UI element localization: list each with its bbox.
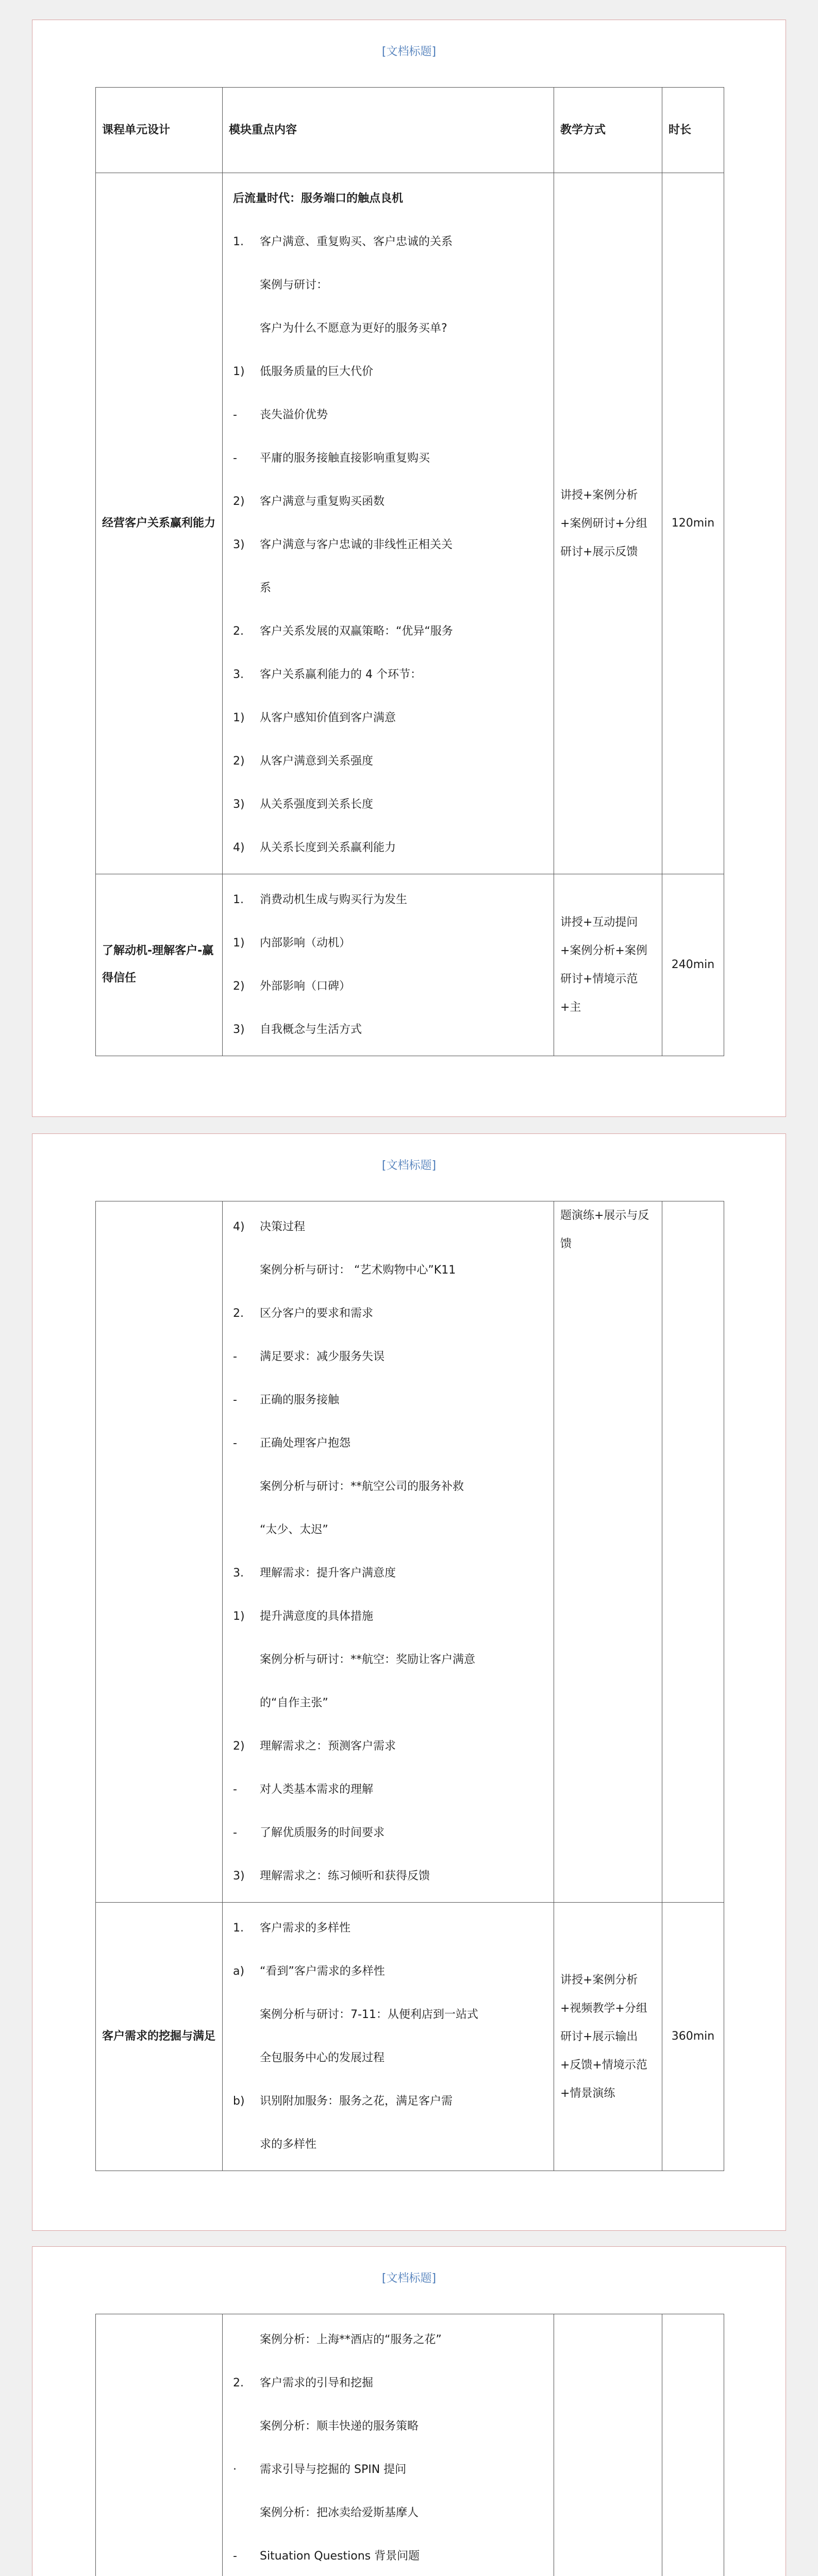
content-line — [229, 1855, 547, 1898]
line-text: 客户关系发展的双赢策略：“优异“服务 — [260, 625, 453, 638]
course-table — [95, 2314, 724, 2576]
content-line — [229, 1379, 547, 1422]
page-3 — [32, 2246, 786, 2576]
line-text: 案例分析与研讨：**航空：奖励让客户满意 — [260, 1653, 476, 1666]
list-marker: 3. — [233, 668, 244, 681]
unit-cell: 客户需求的挖掘与满足 — [96, 1903, 223, 2171]
content-line — [229, 1682, 547, 1725]
content-line — [229, 1768, 547, 1811]
line-text: 正确的服务接触 — [260, 1394, 340, 1406]
document-title: [文档标题] — [381, 1159, 437, 1172]
content-cell — [223, 1903, 554, 2171]
list-marker: - — [233, 1826, 237, 1839]
list-marker: 3) — [233, 1023, 245, 1036]
list-marker: 3) — [233, 538, 245, 551]
content-line — [229, 1993, 547, 2037]
line-text: 了解优质服务的时间要求 — [260, 1826, 385, 1839]
list-marker: 1. — [233, 1922, 244, 1935]
list-marker: 1) — [233, 365, 245, 378]
content-line — [229, 2492, 547, 2535]
line-text: 客户需求的引导和挖掘 — [260, 2377, 374, 2389]
content-line — [229, 2123, 547, 2166]
method-cell: 讲授+案例分析+案例研讨+分组研讨+展示反馈 — [554, 173, 662, 874]
content-line — [229, 1206, 547, 1249]
duration-cell: 240min — [662, 874, 724, 1056]
list-marker: 1) — [233, 937, 245, 950]
line-text: 全包服务中心的发展过程 — [260, 2052, 385, 2064]
list-marker: 1) — [233, 1610, 245, 1623]
content-line — [229, 610, 547, 653]
table-row — [96, 1201, 724, 1903]
content-line — [229, 177, 547, 221]
line-text: 正确处理客户抱怨 — [260, 1437, 351, 1450]
list-marker: - — [233, 1394, 237, 1406]
content-line — [229, 1335, 547, 1379]
list-marker: 1. — [233, 235, 244, 248]
line-text: 从客户感知价值到客户满意 — [260, 711, 396, 724]
header-method: 教学方式 — [554, 88, 662, 173]
content-line — [229, 1595, 547, 1638]
content-line — [229, 2535, 547, 2576]
line-text: 内部影响（动机） — [260, 937, 351, 950]
content-line — [229, 1249, 547, 1292]
list-marker: 2. — [233, 625, 244, 638]
line-text: 从关系长度到关系赢利能力 — [260, 841, 396, 854]
content-line — [229, 1292, 547, 1335]
content-line — [229, 1509, 547, 1552]
content-line — [229, 697, 547, 740]
content-line — [229, 1422, 547, 1465]
content-cell — [223, 2314, 554, 2576]
line-text: 后流量时代：服务端口的触点良机 — [233, 192, 404, 205]
list-marker: 3) — [233, 1870, 245, 1883]
list-marker: 2. — [233, 2377, 244, 2389]
line-text: 案例分析：上海**酒店的“服务之花” — [260, 2333, 442, 2346]
list-marker: - — [233, 2550, 237, 2563]
table-row — [96, 874, 724, 1056]
content-line — [229, 2037, 547, 2080]
line-text: 的“自作主张” — [260, 1697, 328, 1709]
line-text: 识别附加服务：服务之花，满足客户需 — [260, 2095, 453, 2108]
content-line — [229, 826, 547, 870]
line-text: 客户满意、重复购买、客户忠诚的关系 — [260, 235, 453, 248]
content-line — [229, 394, 547, 437]
line-text: “看到”客户需求的多样性 — [260, 1965, 385, 1978]
content-line — [229, 264, 547, 307]
line-text: 理解需求之：预测客户需求 — [260, 1740, 396, 1753]
content-line — [229, 1725, 547, 1768]
content-line — [229, 2362, 547, 2405]
line-text: 案例分析与研讨：**航空公司的服务补救 — [260, 1480, 464, 1493]
table-row — [96, 1903, 724, 2171]
line-text: 需求引导与挖掘的 SPIN 提问 — [260, 2463, 407, 2476]
line-text: 求的多样性 — [260, 2138, 317, 2151]
line-text: 案例分析：顺丰快递的服务策略 — [260, 2420, 419, 2433]
content-line — [229, 783, 547, 826]
line-text: 客户为什么不愿意为更好的服务买单? — [260, 322, 447, 335]
line-text: 外部影响（口碑） — [260, 980, 351, 993]
content-line — [229, 1552, 547, 1595]
list-marker: 2) — [233, 980, 245, 993]
content-line — [229, 965, 547, 1008]
list-marker: 3) — [233, 798, 245, 811]
list-marker: - — [233, 1437, 237, 1450]
content-line — [229, 1811, 547, 1855]
unit-cell — [96, 2314, 223, 2576]
content-line — [229, 2405, 547, 2448]
list-marker: 2. — [233, 1307, 244, 1320]
line-text: 系 — [260, 582, 272, 595]
unit-cell — [96, 1201, 223, 1903]
duration-cell — [662, 2314, 724, 2576]
content-line — [229, 740, 547, 783]
content-cell — [223, 173, 554, 874]
line-text: 决策过程 — [260, 1221, 306, 1233]
list-marker: 2) — [233, 755, 245, 768]
content-line — [229, 878, 547, 922]
page-2 — [32, 1133, 786, 2231]
list-marker: · — [233, 2463, 237, 2476]
line-text: 客户满意与客户忠诚的非线性正相关关 — [260, 538, 453, 551]
line-text: 自我概念与生活方式 — [260, 1023, 362, 1036]
line-text: 区分客户的要求和需求 — [260, 1307, 374, 1320]
line-text: Situation Questions 背景问题 — [260, 2550, 420, 2563]
unit-cell: 了解动机-理解客户-赢得信任 — [96, 874, 223, 1056]
line-text: 理解需求之：练习倾听和获得反馈 — [260, 1870, 430, 1883]
line-text: 满足要求：减少服务失误 — [260, 1350, 385, 1363]
content-line — [229, 350, 547, 394]
table-row — [96, 2314, 724, 2576]
line-text: 案例分析与研讨：7-11：从便利店到一站式 — [260, 2008, 478, 2021]
header-content: 模块重点内容 — [223, 88, 554, 173]
line-text: 消费动机生成与购买行为发生 — [260, 893, 408, 906]
method-cell: 题演练+展示与反馈 — [554, 1201, 662, 1903]
line-text: 对人类基本需求的理解 — [260, 1783, 374, 1796]
content-line — [229, 307, 547, 350]
content-line — [229, 653, 547, 697]
line-text: 案例分析与研讨： “艺术购物中心”K11 — [260, 1264, 456, 1277]
line-text: “太少、太迟” — [260, 1523, 328, 1536]
content-line — [229, 1907, 547, 1950]
list-marker: 4) — [233, 841, 245, 854]
line-text: 低服务质量的巨大代价 — [260, 365, 374, 378]
line-text: 客户关系赢利能力的 4 个环节： — [260, 668, 422, 681]
duration-cell: 120min — [662, 173, 724, 874]
list-marker: 2) — [233, 1740, 245, 1753]
content-line — [229, 2448, 547, 2492]
content-line — [229, 1950, 547, 1993]
line-text: 从客户满意到关系强度 — [260, 755, 374, 768]
line-text: 从关系强度到关系长度 — [260, 798, 374, 811]
line-text: 客户满意与重复购买函数 — [260, 495, 385, 508]
method-cell: 讲授+案例分析+视频教学+分组研讨+展示输出+反馈+情境示范+情景演练 — [554, 1903, 662, 2171]
line-text: 客户需求的多样性 — [260, 1922, 351, 1935]
content-line — [229, 437, 547, 480]
method-cell — [554, 2314, 662, 2576]
table-row — [96, 173, 724, 874]
content-cell — [223, 1201, 554, 1903]
list-marker: a) — [233, 1965, 245, 1978]
list-marker: - — [233, 452, 237, 465]
content-line — [229, 1638, 547, 1682]
line-text: 案例与研讨： — [260, 279, 328, 292]
document-title: [文档标题] — [381, 45, 437, 58]
content-line — [229, 1465, 547, 1509]
content-line — [229, 922, 547, 965]
list-marker: 3. — [233, 1567, 244, 1580]
line-text: 理解需求：提升客户满意度 — [260, 1567, 396, 1580]
list-marker: 2) — [233, 495, 245, 508]
content-line — [229, 221, 547, 264]
content-line — [229, 523, 547, 567]
line-text: 丧失溢价优势 — [260, 409, 328, 421]
content-line — [229, 480, 547, 523]
list-marker: 4) — [233, 1221, 245, 1233]
list-marker: - — [233, 1783, 237, 1796]
content-line — [229, 567, 547, 610]
course-table — [95, 87, 724, 1056]
course-table — [95, 1201, 724, 2171]
page-1 — [32, 20, 786, 1117]
method-cell: 讲授+互动提问+案例分析+案例研讨+情境示范+主 — [554, 874, 662, 1056]
header-duration: 时长 — [662, 88, 724, 173]
content-line — [229, 2318, 547, 2362]
table-header-row — [96, 88, 724, 173]
content-cell — [223, 874, 554, 1056]
line-text: 案例分析：把冰卖给爱斯基摩人 — [260, 2506, 419, 2519]
list-marker: - — [233, 409, 237, 421]
list-marker: 1. — [233, 893, 244, 906]
header-unit: 课程单元设计 — [96, 88, 223, 173]
list-marker: - — [233, 1350, 237, 1363]
content-line — [229, 1008, 547, 1052]
line-text: 平庸的服务接触直接影响重复购买 — [260, 452, 430, 465]
list-marker: 1) — [233, 711, 245, 724]
content-line — [229, 2080, 547, 2123]
document-title: [文档标题] — [381, 2272, 437, 2285]
unit-cell: 经营客户关系赢利能力 — [96, 173, 223, 874]
list-marker: b) — [233, 2095, 245, 2108]
duration-cell: 360min — [662, 1903, 724, 2171]
duration-cell — [662, 1201, 724, 1903]
line-text: 提升满意度的具体措施 — [260, 1610, 374, 1623]
